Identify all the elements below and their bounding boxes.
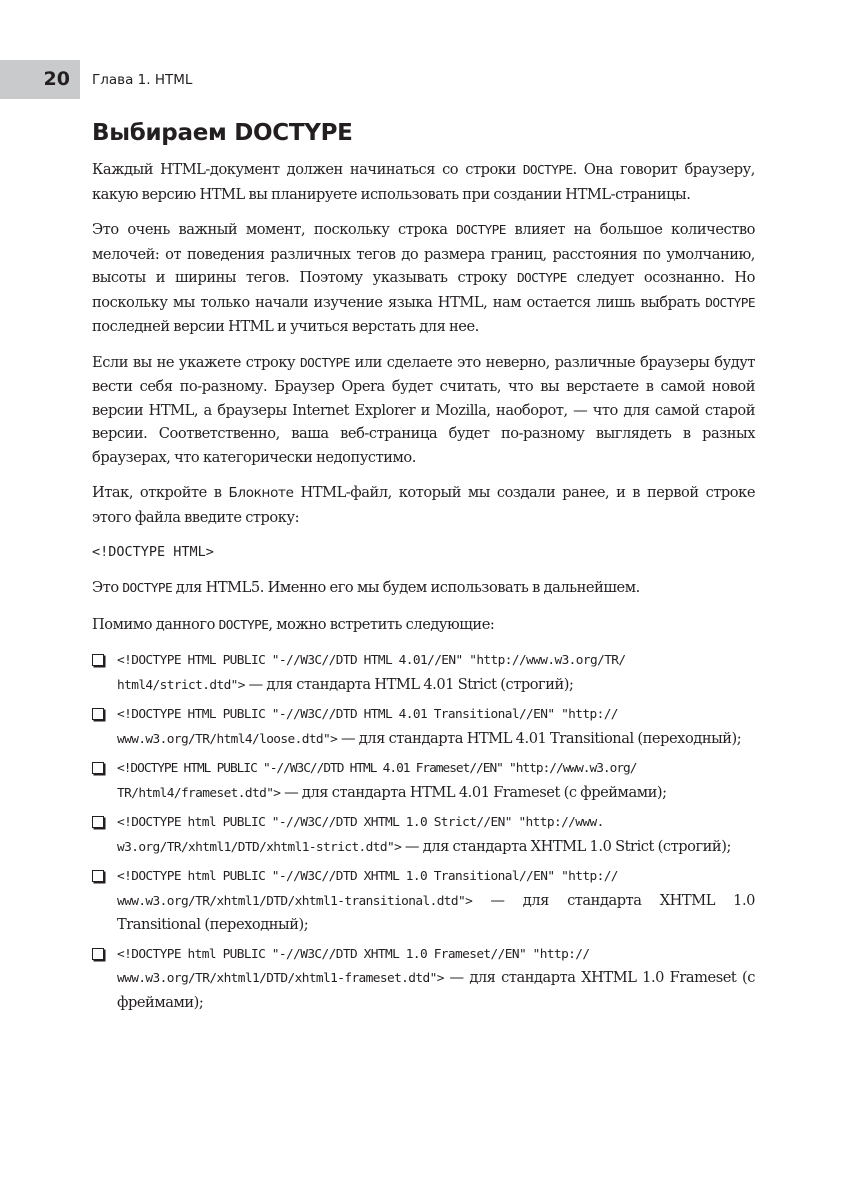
paragraph-html5 [92, 576, 755, 601]
inline-code: DOCTYPE [122, 581, 173, 596]
text: влияет на большое количество мелочей: от поведения различных тегов до размера границ, расстояния по умолчанию, высоты и ширины тегов. Поэтому указывать строку [92, 221, 755, 286]
checkbox-bullet-icon [92, 948, 104, 960]
inline-code: DOCTYPE [516, 271, 567, 286]
doctype-code: <!DOCTYPE HTML PUBLIC "-//W3C//DTD HTML 4.01 Transitional//EN" "http:// [117, 707, 618, 722]
doctype-description: — для стандарта XHTML 1.0 Transitional (переходный); [117, 891, 755, 933]
checkbox-bullet-icon [92, 708, 104, 720]
list-item [92, 865, 755, 937]
doctype-description: — для стандарта HTML 4.01 Strict (строгий); [244, 675, 574, 693]
paragraph-instructions [92, 481, 755, 529]
inline-code: DOCTYPE [456, 223, 506, 238]
doctype-code: <!DOCTYPE html PUBLIC "-//W3C//DTD XHTML 1.0 Strict//EN" "http://www. [117, 815, 604, 830]
text: Если вы не укажете строку [92, 353, 301, 371]
text: для HTML5. Именно его мы будем использовать в дальнейшем. [172, 579, 640, 596]
text: Это [92, 579, 123, 596]
text: . Она говорит браузеру, какую версию HTML вы планируете использовать при создании HTML-страницы. [92, 161, 755, 203]
doctype-code: www.w3.org/TR/xhtml1/DTD/xhtml1-transitional.dtd"> [117, 893, 473, 909]
page-content [92, 120, 755, 1020]
checkbox-bullet-icon [92, 762, 104, 774]
checkbox-bullet-icon [92, 870, 104, 882]
paragraph-browsers [92, 351, 755, 470]
text: , можно встретить следующие: [268, 615, 495, 633]
inline-code: DOCTYPE [300, 355, 350, 371]
inline-code: DOCTYPE [705, 295, 755, 311]
inline-code: DOCTYPE [218, 617, 269, 633]
doctype-description: — для стандарта XHTML 1.0 Strict (строгий); [401, 837, 731, 855]
text: или сделаете это неверно, различные браузеры будут вести себя по-разному. Браузер Opera будет считать, что вы верстаете в самой новой версии HTML, а браузеры Internet Explorer и Mozilla, наоборот, — что для самой старой версии. Соответственно, ваша веб-страница будет по-разному выглядеть в разных браузерах, что категорически недопустимо. [92, 353, 755, 466]
doctype-code: www.w3.org/TR/xhtml1/DTD/xhtml1-frameset.dtd"> [117, 971, 444, 986]
list-item [92, 649, 755, 697]
doctype-description: — для стандарта XHTML 1.0 Frameset (с фреймами); [117, 969, 755, 1011]
list-item [92, 703, 755, 751]
doctype-code: w3.org/TR/xhtml1/DTD/xhtml1-strict.dtd"> [117, 839, 402, 855]
doctype-list [92, 649, 755, 1014]
text: Каждый HTML-документ должен начинаться со строки [92, 161, 523, 178]
paragraph-importance [92, 218, 755, 339]
doctype-code: www.w3.org/TR/html4/loose.dtd"> [117, 731, 338, 747]
list-item [92, 943, 755, 1015]
text: HTML-файл, который мы создали ранее, и в первой строке этого файла введите строку: [92, 484, 756, 526]
text: последней версии HTML и учиться верстать для нее. [92, 318, 479, 335]
list-item [92, 811, 755, 859]
doctype-code: <!DOCTYPE html PUBLIC "-//W3C//DTD XHTML 1.0 Transitional//EN" "http:// [117, 869, 618, 884]
doctype-code: TR/html4/frameset.dtd"> [117, 785, 281, 801]
text: Итак, откройте в [92, 484, 229, 501]
text: Это очень важный момент, поскольку строка [92, 221, 457, 238]
ui-term: Блокноте [228, 485, 294, 501]
page-number-tab [0, 60, 80, 99]
text: следует осознанно. Но поскольку мы только начали изучение языка HTML, нам остается лишь выбрать [92, 269, 755, 311]
paragraph-intro [92, 158, 755, 206]
doctype-code: <!DOCTYPE HTML PUBLIC "-//W3C//DTD HTML 4.01//EN" "http://www.w3.org/TR/ [117, 653, 626, 668]
checkbox-bullet-icon [92, 654, 104, 666]
doctype-description: — для стандарта HTML 4.01 Frameset (с фреймами); [280, 783, 667, 801]
text: Помимо данного [92, 615, 219, 633]
running-head: Глава 1. HTML [92, 72, 193, 88]
inline-code: DOCTYPE [522, 163, 573, 178]
paragraph-others [92, 613, 755, 638]
page-number: 20 [43, 68, 70, 90]
doctype-description: — для стандарта HTML 4.01 Transitional (переходный); [337, 729, 742, 747]
list-item [92, 757, 755, 805]
doctype-code: <!DOCTYPE html PUBLIC "-//W3C//DTD XHTML 1.0 Frameset//EN" "http:// [117, 946, 590, 962]
doctype-code: html4/strict.dtd"> [117, 677, 245, 693]
section-title: Выбираем DOCTYPE [92, 120, 353, 146]
code-example: <!DOCTYPE HTML> [92, 544, 214, 560]
doctype-code: <!DOCTYPE HTML PUBLIC "-//W3C//DTD HTML 4.01 Frameset//EN" "http://www.w3.org/ [117, 761, 637, 776]
checkbox-bullet-icon [92, 816, 104, 828]
